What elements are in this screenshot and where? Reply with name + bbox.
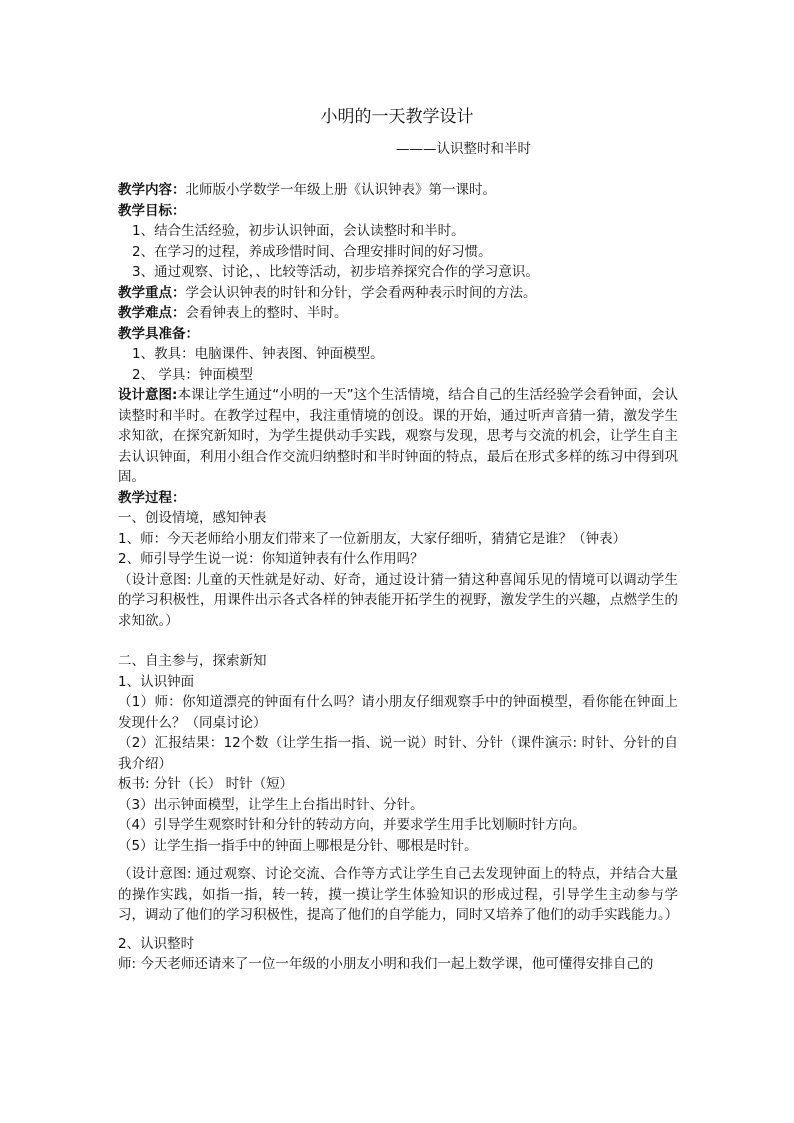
difficulty-text: 会看钟表上的整时、半时。: [185, 305, 348, 321]
tool-item: 1、教具：电脑课件、钟表图、钟面模型。: [132, 346, 384, 362]
section1-line: 1、师：今天老师给小朋友们带来了一位新朋友，大家仔细听，猜猜它是谁？（钟表）: [118, 530, 627, 547]
key-point-label: 教学重点：: [118, 284, 186, 301]
spacer: [118, 926, 678, 934]
document-body: [118, 180, 678, 975]
section2-intent: （设计意图: 通过观察、讨论交流、合作等方式让学生自己去发现钟面上的特点，并结合大量的操作实践，如指一指，转一转，摸一摸让学生体验知识的形成过程，引导学生主动参与学习，调动了他们的学习积极性，提高了他们的自学能力，同时又培养了他们的动手实践能力。）: [118, 866, 679, 923]
section1-line: 2、师引导学生说一说：你知道钟表有什么作用吗？: [118, 551, 424, 567]
design-intent-text: 本课让学生通过“小明的一天”这个生活情境，结合自己的生活经验学会看钟面，会认读整时和半时。在教学过程中，我注重情境的创设。课的开始，通过听声音猜一猜，激发学生求知欲，在探究新知时，为学生提供动手实践，观察与发现，思考与交流的机会，让学生自主去认识钟面，利用小组合作交流归纳整时和半时钟面的特点，最后在形式多样的练习中得到巩固。: [118, 387, 678, 485]
difficulty-label: 教学难点：: [118, 305, 186, 321]
goal-item: 2、在学习的过程，养成珍惜时间、合理安排时间的好习惯。: [132, 243, 492, 260]
teaching-content: [118, 180, 678, 201]
goal-item: 3、通过观察、讨论，、比较等活动，初步培养探究合作的学习意识。: [132, 264, 539, 280]
section2-step1: （1）师：你知道漂亮的钟面有什么吗？请小朋友仔细观察手中的钟面模型，看你能在钟面上发现什么？（同桌讨论）: [118, 694, 678, 731]
teaching-goals-label: 教学目标：: [118, 202, 186, 219]
key-point-text: 学会认识钟表的时针和分针，学会看两种表示时间的方法。: [185, 284, 537, 301]
section1-intent: （设计意图: 儿童的天性就是好动、好奇，通过设计猜一猜这种喜闻乐见的情境可以调动学生的学习积极性，用课件出示各式各样的钟表能开拓学生的视野，激发学生的兴趣，点燃学生的求知欲。）: [118, 571, 678, 629]
teaching-content-text: 北师版小学数学一年级上册《认识钟表》第一课时。: [185, 182, 496, 198]
spacer: [118, 631, 678, 651]
design-intent-label: 设计意图:: [118, 387, 178, 403]
section2-step2: （2）汇报结果：12个数（让学生指一指、说一说）时针、分针（课件演示: 时针、分针的自我介绍）: [118, 735, 678, 772]
design-intent: [118, 385, 678, 488]
goal-item: 1、结合生活经验，初步认识钟面，会认读整时和半时。: [132, 223, 465, 239]
section2-last: 师: 今天老师还请来了一位一年级的小朋友小明和我们一起上数学课，他可懂得安排自己的: [118, 956, 654, 972]
tool-item: 2、 学具：钟面模型: [132, 366, 253, 383]
section2-heading: 二、自主参与，探索新知: [118, 653, 267, 669]
teaching-content-label: 教学内容：: [118, 182, 186, 198]
document-subtitle: ———认识整时和半时: [396, 141, 531, 157]
tools-label: 教学具准备：: [118, 325, 199, 342]
section1-heading: 一、创设情境，感知钟表: [118, 510, 267, 526]
difficulty: [118, 303, 678, 324]
section2-board: 板书: 分针（长） 时针（短）: [118, 776, 294, 792]
section2-sub2: 2、认识整时: [118, 935, 195, 952]
section2-step5: （5）让学生指一指手中的钟面上哪根是分针、哪根是时针。: [118, 837, 478, 854]
section2-sub1: 1、认识钟面: [118, 673, 195, 690]
process-label: 教学过程：: [118, 489, 186, 506]
key-point: [118, 283, 678, 304]
section2-step4: （4）引导学生观察时针和分针的转动方向，并要求学生用手比划顺时针方向。: [118, 817, 586, 833]
spacer: [118, 856, 678, 864]
section2-step3: （3）出示钟面模型，让学生上台指出时针、分针。: [118, 796, 424, 813]
document-title: 小明的一天教学设计: [320, 107, 474, 127]
